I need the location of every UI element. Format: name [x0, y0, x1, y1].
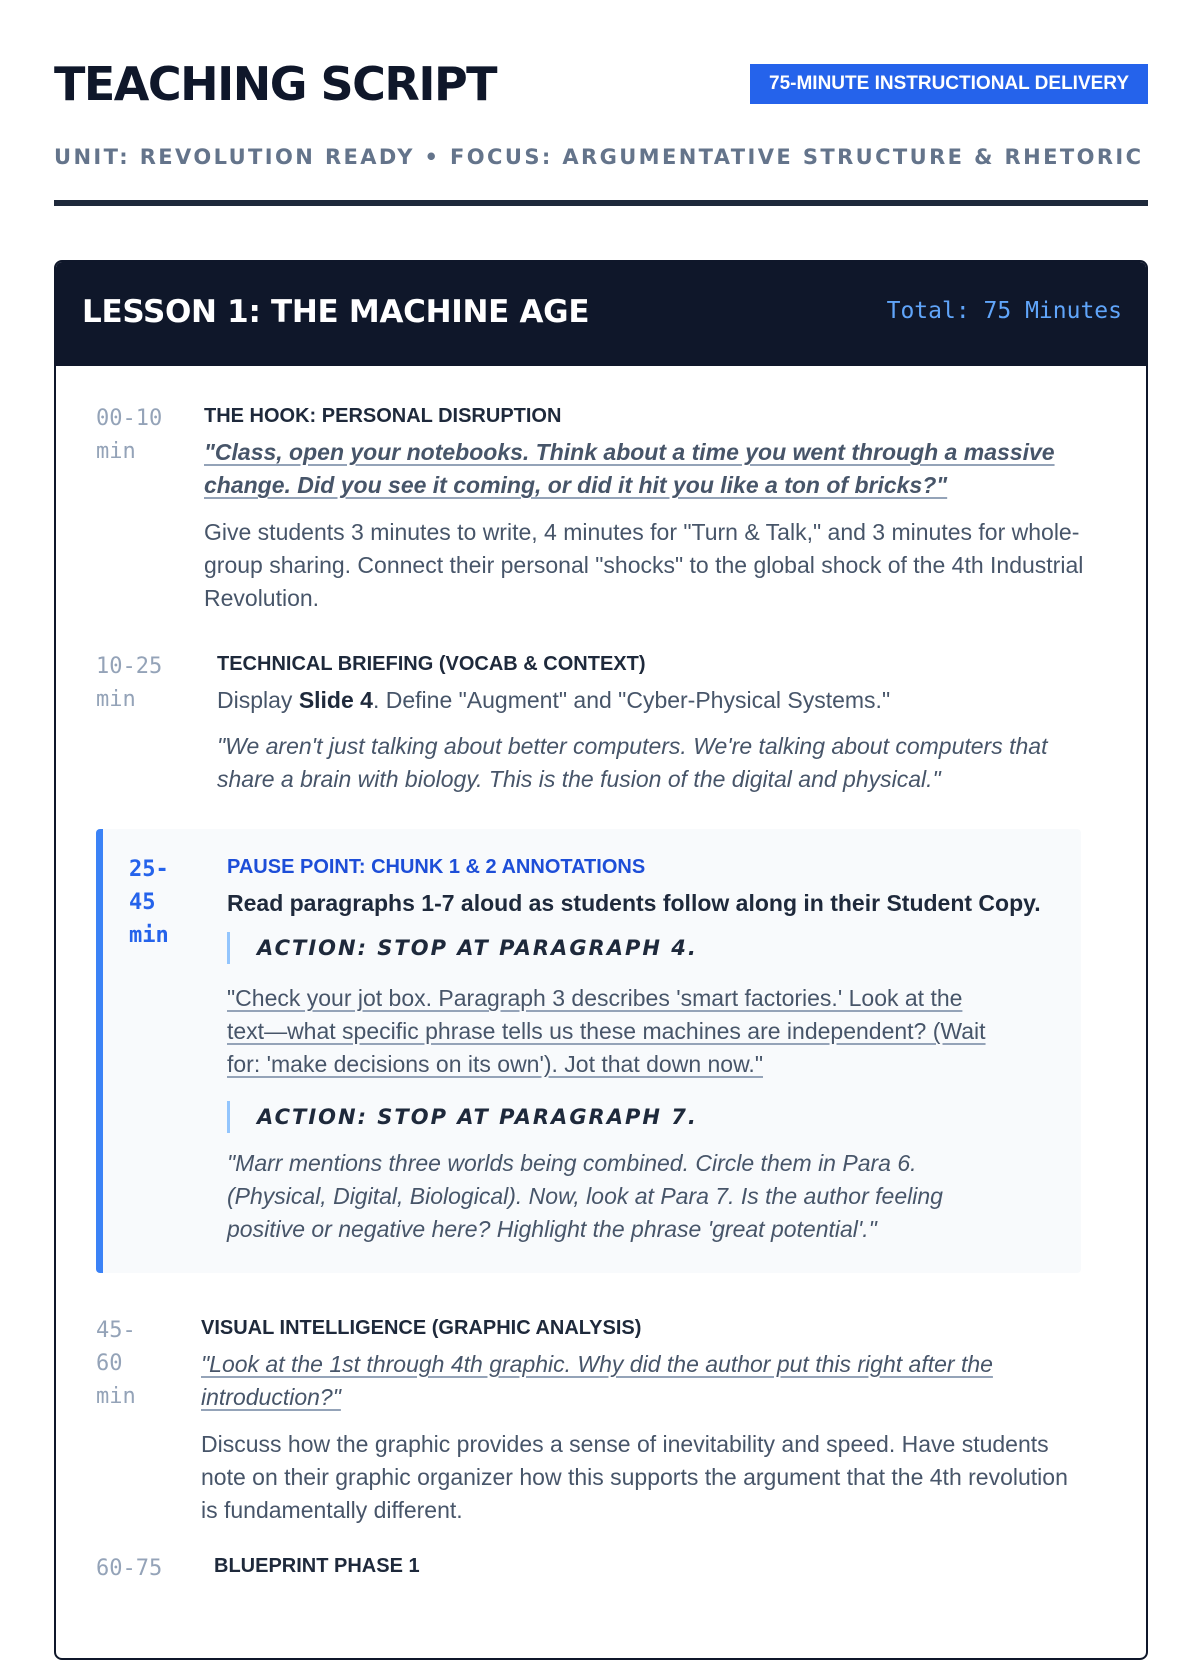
lesson-title: LESSON 1: THE MACHINE AGE [82, 294, 590, 330]
lesson-header [56, 262, 1146, 366]
duration-badge: 75-MINUTE INSTRUCTIONAL DELIVERY [750, 64, 1148, 104]
teacher-script-2: "Marr mentions three worlds being combined. Circle them in Para 6. (Physical, Digital, Biological). Now, look at Para 7. Is the author feeling positive or negative here? Highlight the phrase 'great potential'." [227, 1150, 943, 1242]
segment-title: PAUSE POINT: CHUNK 1 & 2 ANNOTATIONS [227, 856, 646, 878]
segment-briefing [96, 650, 1108, 810]
segment-note: Discuss how the graphic provides a sense of inevitability and speed. Have students note on their graphic organizer how this supports the argument that the 4th revolution is fundamentally different. [201, 1431, 1068, 1523]
teacher-quote: "Look at the 1st through 4th graphic. Why did the author put this right after the introduction?" [201, 1351, 993, 1410]
segment-blueprint [96, 1552, 1108, 1612]
segment-visual-intelligence [96, 1314, 1108, 1534]
segment-hook [96, 402, 1108, 622]
lesson-total-time: Total: 75 Minutes [886, 298, 1122, 324]
action-stop-para-4: ACTION: STOP AT PARAGRAPH 4. [227, 932, 1057, 964]
segment-content [217, 650, 1077, 796]
segment-time: 25- 45 min [129, 857, 169, 948]
segment-content [201, 1314, 1086, 1527]
teacher-script-1: "Check your jot box. Paragraph 3 describes 'smart factories.' Look at the text—what specific phrase tells us these machines are independent? (Wait for: 'make decisions on its own'). Jot that down now." [227, 985, 986, 1077]
teacher-quote: "We aren't just talking about better computers. We're talking about computers that share a brain with biology. This is the fusion of the digital and physical." [217, 733, 1048, 792]
read-instruction: Read paragraphs 1-7 aloud as students follow along in their Student Copy. [227, 890, 1041, 916]
page [54, 0, 1148, 1581]
segment-title: THE HOOK: PERSONAL DISRUPTION [204, 405, 562, 427]
segment-title: VISUAL INTELLIGENCE (GRAPHIC ANALYSIS) [201, 1317, 642, 1339]
segment-time: 45- 60 min [96, 1318, 136, 1409]
segment-content [227, 853, 1057, 1246]
segment-title: BLUEPRINT PHASE 1 [214, 1555, 420, 1577]
teacher-quote: "Class, open your notebooks. Think about a time you went through a massive change. Did you see it coming, or did it hit you like a ton of bricks?" [204, 439, 1055, 498]
page-header [54, 0, 1148, 130]
segment-pause-point [96, 829, 1081, 1273]
display-instruction: Display Slide 4. Define "Augment" and "Cyber-Physical Systems." [217, 687, 891, 713]
segment-note: Give students 3 minutes to write, 4 minutes for "Turn & Talk," and 3 minutes for whole-group sharing. Connect their personal "shocks" to the global shock of the 4th Industrial Revolution. [204, 519, 1084, 611]
slide-reference: Slide 4 [298, 687, 373, 713]
segment-time: 00-10 min [96, 406, 163, 464]
action-stop-para-7: ACTION: STOP AT PARAGRAPH 7. [227, 1101, 1057, 1133]
lesson-card [54, 260, 1148, 1660]
header-divider [54, 200, 1148, 206]
segment-content [214, 1552, 1074, 1586]
unit-subtitle: UNIT: REVOLUTION READY • FOCUS: ARGUMENTATIVE STRUCTURE & RHETORIC [54, 145, 1144, 169]
segment-title: TECHNICAL BRIEFING (VOCAB & CONTEXT) [217, 653, 646, 675]
segment-time: 10-25 min [96, 654, 163, 712]
page-title: TEACHING SCRIPT [54, 57, 497, 111]
segment-time: 60-75 [96, 1556, 163, 1581]
segment-content [204, 402, 1084, 615]
